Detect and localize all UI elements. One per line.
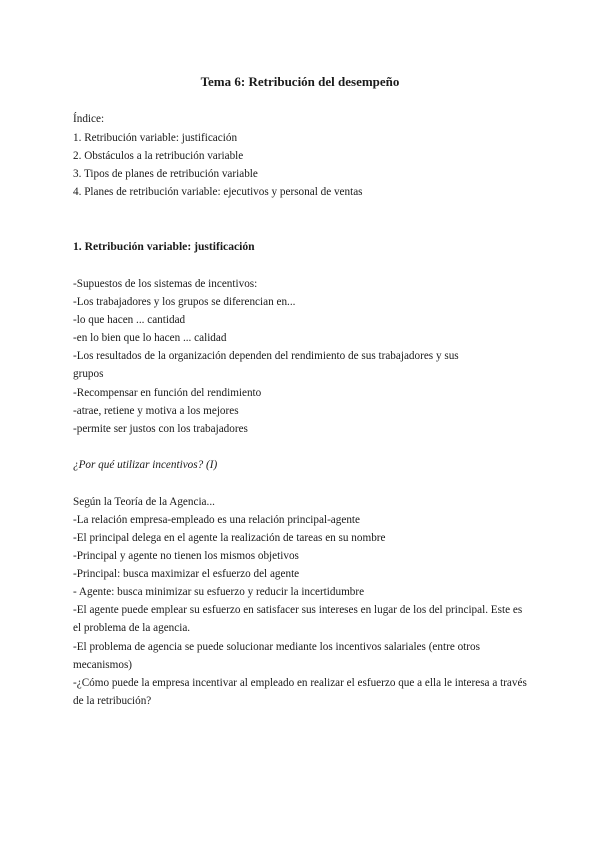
text-line: Según la Teoría de la Agencia... bbox=[73, 496, 215, 508]
text-line: -Principal y agente no tienen los mismos objetivos bbox=[73, 550, 299, 562]
text-line: -permite ser justos con los trabajadores bbox=[73, 423, 248, 435]
subheading: ¿Por qué utilizar incentivos? (I) bbox=[73, 459, 218, 471]
text-line: -en lo bien que lo hacen ... calidad bbox=[73, 332, 227, 344]
index-item: 2. Obstáculos a la retribución variable bbox=[73, 150, 244, 162]
index-item: 4. Planes de retribución variable: ejecutivos y personal de ventas bbox=[73, 186, 363, 198]
text-line: -¿Cómo puede la empresa incentivar al empleado en realizar el esfuerzo que a ella le interesa a través bbox=[73, 677, 527, 689]
index-item: 3. Tipos de planes de retribución variable bbox=[73, 168, 258, 180]
text-line: -El problema de agencia se puede solucionar mediante los incentivos salariales (entre otros bbox=[73, 641, 480, 653]
text-line: -Los resultados de la organización dependen del rendimiento de sus trabajadores y sus bbox=[73, 350, 459, 362]
text-line: -atrae, retiene y motiva a los mejores bbox=[73, 405, 239, 417]
index-heading: Índice: bbox=[73, 113, 105, 125]
text-line: -La relación empresa-empleado es una relación principal-agente bbox=[73, 514, 360, 526]
text-line: -Recompensar en función del rendimiento bbox=[73, 387, 262, 399]
text-line: -lo que hacen ... cantidad bbox=[73, 314, 186, 326]
text-line: -Los trabajadores y los grupos se diferencian en... bbox=[73, 296, 296, 308]
section-heading: 1. Retribución variable: justificación bbox=[73, 240, 255, 253]
text-line: -Principal: busca maximizar el esfuerzo del agente bbox=[73, 568, 300, 580]
text-line: -El agente puede emplear su esfuerzo en satisfacer sus intereses en lugar de los del principal. Este es bbox=[73, 604, 523, 616]
text-line: - Agente: busca minimizar su esfuerzo y reducir la incertidumbre bbox=[73, 586, 365, 598]
text-line: el problema de la agencia. bbox=[73, 622, 191, 634]
index-item: 1. Retribución variable: justificación bbox=[73, 132, 238, 144]
text-line: grupos bbox=[73, 368, 104, 380]
text-line: de la retribución? bbox=[73, 695, 152, 707]
text-line: -Supuestos de los sistemas de incentivos: bbox=[73, 278, 258, 290]
text-line: -El principal delega en el agente la realización de tareas en su nombre bbox=[73, 532, 386, 544]
document-title: Tema 6: Retribución del desempeño bbox=[200, 74, 400, 89]
text-line: mecanismos) bbox=[73, 659, 133, 671]
